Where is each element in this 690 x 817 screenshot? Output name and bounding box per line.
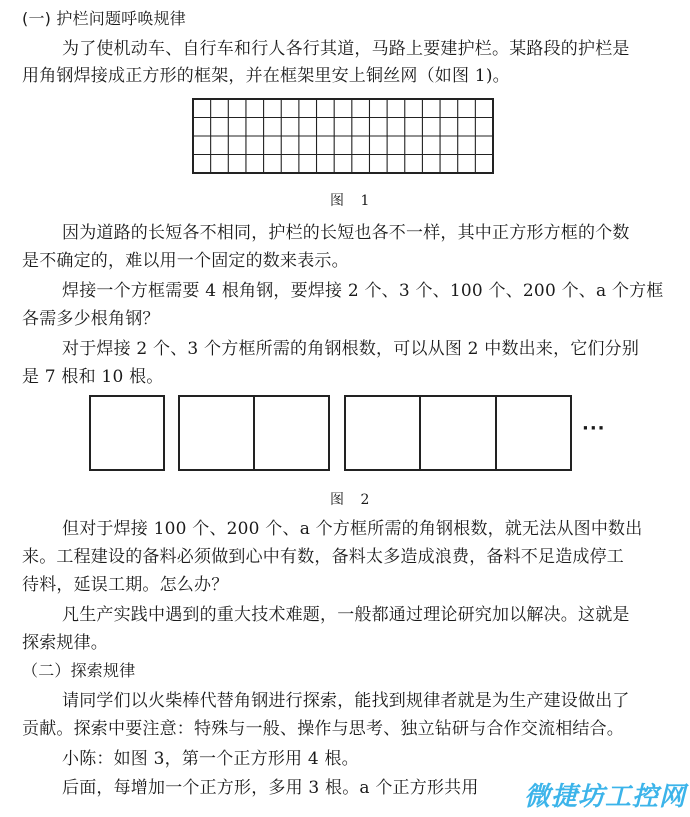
paragraph-line: 待料，延误工期。怎么办？ — [22, 575, 229, 595]
paragraph-line: 来。工程建设的备料必须做到心中有数，备料太多造成浪费，备料不足造成停工 — [22, 547, 624, 567]
paragraph-line: 是 7 根和 10 根。 — [22, 367, 164, 387]
section1-heading: (一) 护栏问题呼唤规律 — [22, 9, 186, 28]
paragraph-line: 探索规律。 — [22, 633, 108, 653]
paragraph-line: 后面，每增加一个正方形，多用 3 根。a 个正方形共用 — [62, 778, 479, 798]
paragraph-line: 但对于焊接 100 个、200 个、a 个方框所需的角钢根数，就无法从图中数出 — [62, 519, 643, 539]
figure-1-grid — [192, 98, 494, 174]
paragraph-line: 是不确定的，难以用一个固定的数来表示。 — [22, 251, 349, 271]
paragraph-line: 小陈：如图 3，第一个正方形用 4 根。 — [62, 749, 359, 769]
paragraph-line: 凡生产实践中遇到的重大技术难题，一般都通过理论研究加以解决。这就是 — [62, 605, 630, 625]
figure-2-square-triple-b — [419, 395, 497, 471]
figure-2-square-triple-a — [344, 395, 421, 471]
figure-1-caption: 图 1 — [330, 193, 376, 209]
paragraph-line: 各需多少根角钢？ — [22, 309, 160, 329]
watermark-logo: 微捷坊工控网 — [523, 782, 686, 812]
paragraph-line: 因为道路的长短各不相同，护栏的长短也各不一样，其中正方形方框的个数 — [62, 223, 630, 243]
figure-2-ellipsis: ··· — [582, 418, 606, 439]
figure-2-square-triple-c — [495, 395, 572, 471]
paragraph-line: 贡献。探索中要注意：特殊与一般、操作与思考、独立钻研与合作交流相结合。 — [22, 719, 624, 739]
paragraph-line: 焊接一个方框需要 4 根角钢，要焊接 2 个、3 个、100 个、200 个、a 个方框 — [62, 281, 664, 301]
paragraph-line: 用角钢焊接成正方形的框架，并在框架里安上铜丝网（如图 1)。 — [22, 66, 510, 86]
paragraph-line: 对于焊接 2 个、3 个方框所需的角钢根数，可以从图 2 中数出来，它们分别 — [62, 339, 640, 359]
figure-2-square-single — [89, 395, 165, 471]
figure-2-square-double-b — [253, 395, 330, 471]
section2-heading: （二）探索规律 — [22, 661, 136, 680]
paragraph-line: 为了使机动车、自行车和行人各行其道，马路上要建护栏。某路段的护栏是 — [62, 39, 630, 59]
figure-2-caption: 图 2 — [330, 492, 376, 508]
paragraph-line: 请同学们以火柴棒代替角钢进行探索，能找到规律者就是为生产建设做出了 — [62, 691, 630, 711]
figure-2-square-double-a — [178, 395, 255, 471]
